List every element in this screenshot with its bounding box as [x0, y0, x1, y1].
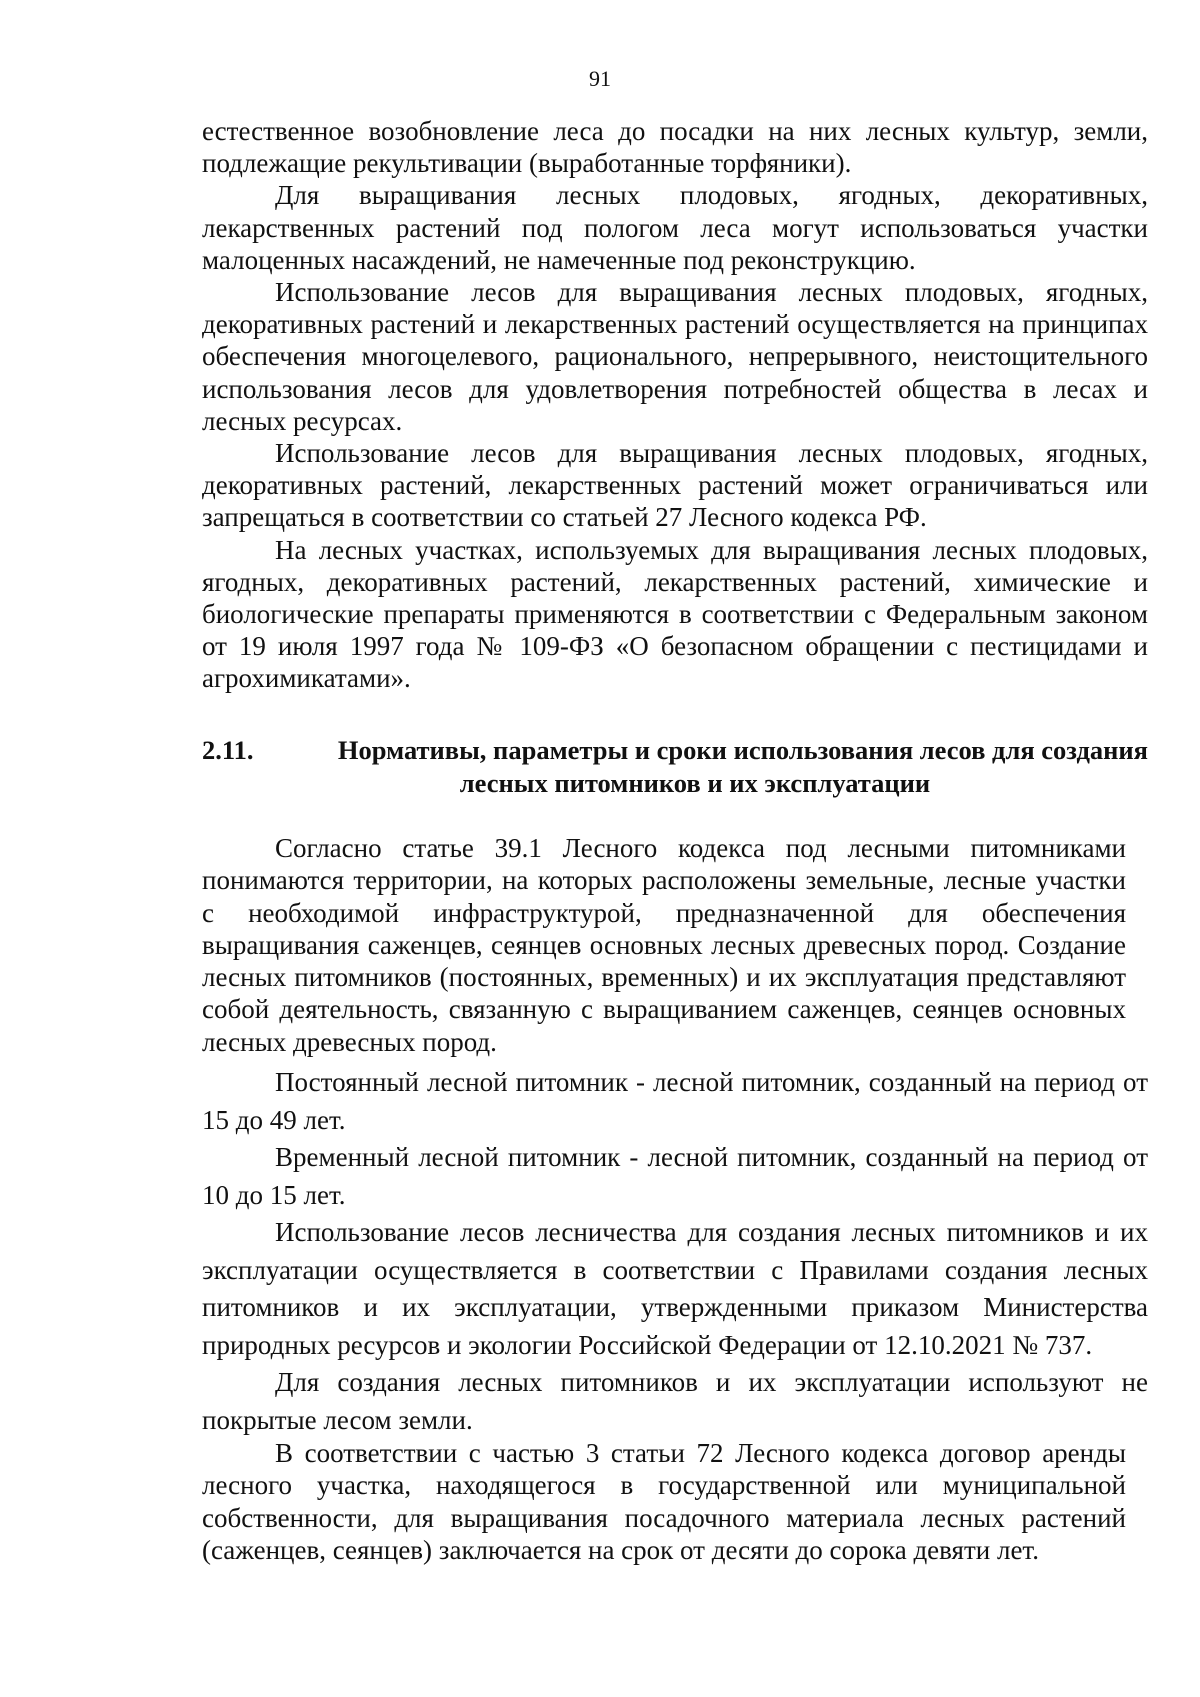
section-a-text: [202, 115, 1148, 695]
section-heading-line-1: [202, 734, 1148, 767]
section-title-part-1: Нормативы, параметры и сроки использования лесов для создания: [337, 735, 1148, 765]
paragraph: Постоянный лесной питомник - лесной питомник, созданный на период от 15 до 49 лет.: [202, 1067, 1148, 1135]
section-c-text: [202, 1064, 1148, 1439]
paragraph: Использование лесов для выращивания лесных плодовых, ягодных, декоративных растений, лекарственных растений может ограничиваться или запрещаться в соответствии со статьей 27 Лесного кодекса РФ.: [202, 438, 1148, 533]
section-d-text: [202, 1437, 1126, 1566]
paragraph: естественное возобновление леса до посадки на них лесных культур, земли, подлежащие рекультивации (выработанные торфяники).: [202, 116, 1148, 179]
paragraph: Временный лесной питомник - лесной питомник, созданный на период от 10 до 15 лет.: [202, 1142, 1148, 1210]
paragraph: Для выращивания лесных плодовых, ягодных, декоративных, лекарственных растений под пологом леса могут использоваться участки малоценных насаждений, не намеченные под реконструкцию.: [202, 180, 1148, 275]
paragraph: Для создания лесных питомников и их эксплуатации используют не покрытые лесом земли.: [202, 1367, 1148, 1435]
paragraph: Использование лесов для выращивания лесных плодовых, ягодных, декоративных растений и лекарственных растений осуществляется на принципах обеспечения многоцелевого, рационального, непрерывного, неистощительного использования лесов для удовлетворения потребностей общества в лесах и лесных ресурсах.: [202, 277, 1148, 436]
section-number: 2.11.: [202, 735, 254, 765]
section-heading: [202, 734, 1148, 800]
page-number: 91: [589, 66, 611, 91]
paragraph: На лесных участках, используемых для выращивания лесных плодовых, ягодных, декоративных растений, лекарственных растений, химические и биологические препараты применяются в соответствии с Федеральным законом от 19 июля 1997 года № 109-ФЗ «О безопасном обращении с пестицидами и агрохимикатами».: [202, 534, 1148, 694]
section-b-text: [202, 832, 1126, 1058]
paragraph: Использование лесов лесничества для создания лесных питомников и их эксплуатации осуществляется в соответствии с Правилами создания лесных питомников и их эксплуатации, утвержденными приказом Министерства природных ресурсов и экологии Российской Федерации от 12.10.2021 № 737.: [202, 1217, 1148, 1360]
paragraph: Согласно статье 39.1 Лесного кодекса под лесными питомниками понимаются территории, на которых расположены земельные, лесные участки с необходимой инфраструктурой, предназначенной для обеспечения выращивания саженцев, сеянцев основных лесных древесных пород. Создание лесных питомников (постоянных, временных) и их эксплуатация представляют собой деятельность, связанную с выращиванием саженцев, сеянцев основных лесных древесных пород.: [202, 833, 1126, 1057]
section-title-part-2: лесных питомников и их эксплуатации: [459, 768, 931, 798]
paragraph: В соответствии с частью 3 статьи 72 Лесного кодекса договор аренды лесного участка, находящегося в государственной или муниципальной собственности, для выращивания посадочного материала лесных растений (саженцев, сеянцев) заключается на срок от десяти до сорока девяти лет.: [202, 1438, 1126, 1565]
